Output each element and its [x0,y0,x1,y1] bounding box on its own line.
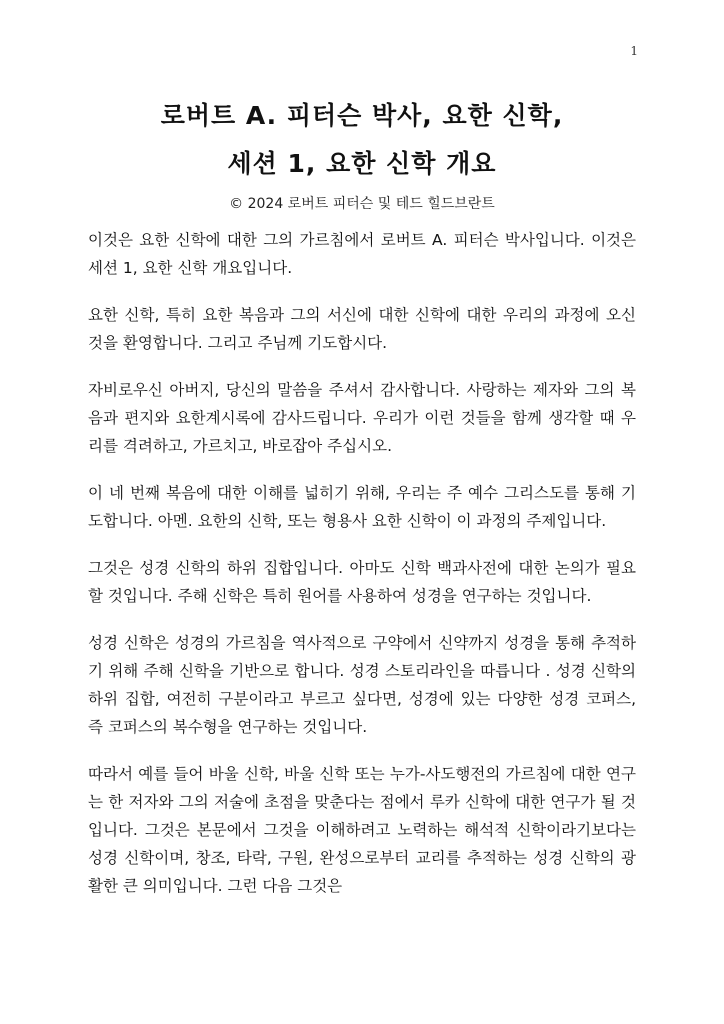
paragraph-1: 이것은 요한 신학에 대한 그의 가르침에서 로버트 A. 피터슨 박사입니다. 이것은 세션 1, 요한 신학 개요입니다. [88,231,636,277]
document-header [0,92,724,216]
title-line-1: 로버트 A. 피터슨 박사, 요한 신학, [160,101,564,130]
paragraph-4: 이 네 번째 복음에 대한 이해를 넓히기 위해, 우리는 주 예수 그리스도를 통해 기도합니다. 아멘. 요한의 신학, 또는 형용사 요한 신학이 이 과정의 주제입니다. [88,484,636,530]
page-number: 1 [630,44,638,58]
paragraph-6: 성경 신학은 성경의 가르침을 역사적으로 구약에서 신약까지 성경을 통해 추적하기 위해 주해 신학을 기반으로 합니다. 성경 스토리라인을 따릅니다 . 성경 신학의 하위 집합, 여전히 구분이라고 부르고 싶다면, 성경에 있는 다양한 성경 코퍼스, 즉 코퍼스의 복수형을 연구하는 것입니다. [88,634,636,736]
paragraph-5: 그것은 성경 신학의 하위 집합입니다. 아마도 신학 백과사전에 대한 논의가 필요할 것입니다. 주해 신학은 특히 원어를 사용하여 성경을 연구하는 것입니다. [88,559,636,605]
paragraph-2: 요한 신학, 특히 요한 복음과 그의 서신에 대한 신학에 대한 우리의 과정에 오신 것을 환영합니다. 그리고 주님께 기도합시다. [88,306,636,352]
body-text [88,226,636,919]
copyright-notice: © 2024 로버트 피터슨 및 테드 힐드브란트 [229,196,495,212]
title-line-2: 세션 1, 요한 신학 개요 [227,149,497,178]
paragraph-3: 자비로우신 아버지, 당신의 말씀을 주셔서 감사합니다. 사랑하는 제자와 그의 복음과 편지와 요한계시록에 감사드립니다. 우리가 이런 것들을 함께 생각할 때 우리를 격려하고, 가르치고, 바로잡아 주십시오. [88,381,636,455]
paragraph-7: 따라서 예를 들어 바울 신학, 바울 신학 또는 누가-사도행전의 가르침에 대한 연구는 한 저자와 그의 저술에 초점을 맞춘다는 점에서 루카 신학에 대한 연구가 될 것입니다. 그것은 본문에서 그것을 이해하려고 노력하는 해석적 신학이라기보다는 성경 신학이며, 창조, 타락, 구원, 완성으로부터 교리를 추적하는 성경 신학의 광활한 큰 의미입니다. 그런 다음 그것은 [88,765,636,895]
